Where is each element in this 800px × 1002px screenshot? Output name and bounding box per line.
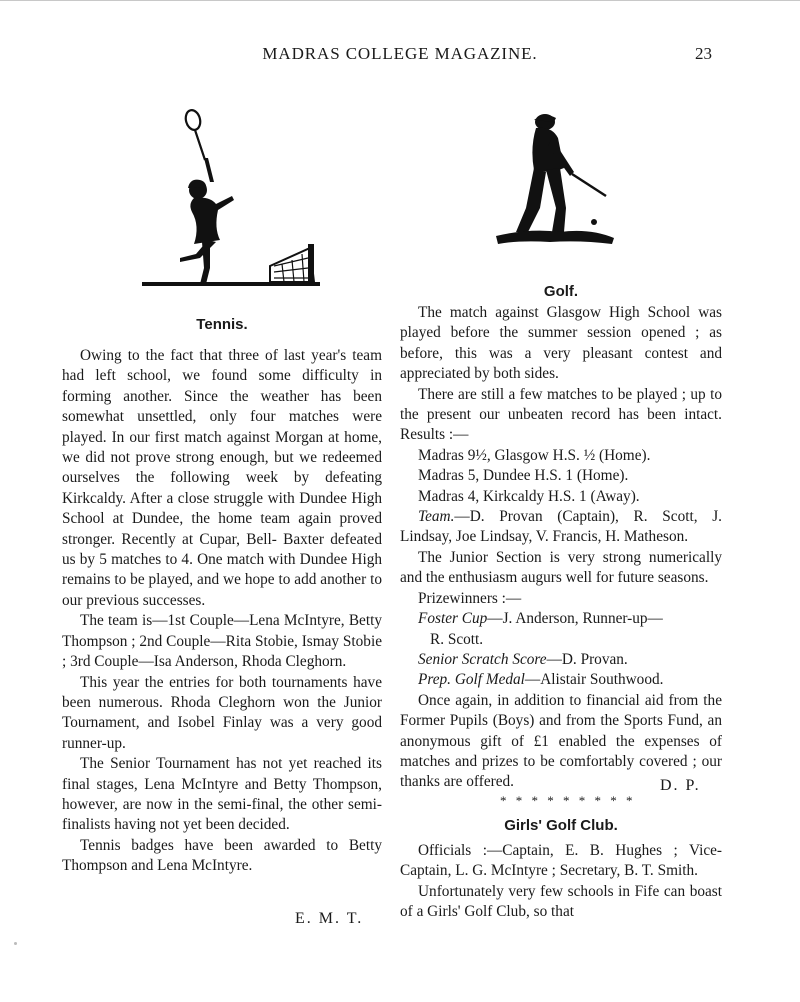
team-members: —D. Provan (Captain), R. Scott, J. Lindsay, Joe Lindsay, V. Francis, H. Matheson.	[400, 508, 722, 546]
tennis-article	[62, 346, 382, 877]
result-line: Madras 9½, Glasgow H.S. ½ (Home).	[418, 446, 651, 464]
running-title: MADRAS COLLEGE MAGAZINE.	[262, 44, 538, 63]
prize-line	[400, 650, 722, 670]
top-edge-rule	[0, 0, 800, 1]
prize-name: Prep. Golf Medal	[418, 671, 525, 689]
girls-golf-article	[400, 841, 722, 923]
prizewinners-label: Prizewinners :—	[418, 589, 522, 607]
girls-golf-paragraph: Officials :—Captain, E. B. Hughes ; Vice-Captain, L. G. McIntyre ; Secretary, B. T. Smith.	[400, 842, 722, 880]
prize-winner: —J. Anderson, Runner-up—	[487, 610, 663, 628]
prize-line	[400, 609, 722, 629]
golf-article	[400, 303, 722, 793]
tennis-player-silhouette-icon	[142, 108, 322, 290]
tennis-paragraph: This year the entries for both tournaments have been numerous. Rhoda Cleghorn won the Junior Tournament, and Isobel Finlay was a very good runner-up.	[62, 673, 382, 752]
result-line: Madras 4, Kirkcaldy H.S. 1 (Away).	[418, 487, 640, 505]
prize-name: Senior Scratch Score	[418, 650, 547, 668]
golfer-silhouette-icon	[490, 112, 620, 252]
section-separator: * * * * * * * * *	[500, 793, 636, 808]
margin-speck	[14, 942, 17, 945]
prize-winner: —D. Provan.	[546, 650, 628, 668]
golf-paragraph: There are still a few matches to be played ; up to the present our unbeaten record has been intact. Results :—	[400, 385, 722, 444]
prize-winner: —Alistair Southwood.	[524, 671, 664, 689]
golf-paragraph: The Junior Section is very strong numerically and the enthusiasm augurs well for future seasons.	[400, 548, 722, 587]
prize-name: Foster Cup	[418, 610, 488, 628]
prize-line	[400, 670, 722, 690]
tennis-paragraph: The team is—1st Couple—Lena McIntyre, Betty Thompson ; 2nd Couple—Rita Stobie, Ismay Stobie ; 3rd Couple—Isa Anderson, Rhoda Cleghorn.	[62, 612, 382, 671]
golf-heading: Golf.	[543, 283, 579, 300]
page-number: 23	[695, 44, 712, 63]
team-line	[400, 507, 722, 548]
tennis-signature: E. M. T.	[295, 910, 364, 927]
page-header	[0, 44, 800, 70]
result-line: Madras 5, Dundee H.S. 1 (Home).	[418, 467, 629, 485]
team-label: Team.	[418, 508, 455, 526]
golf-paragraph: The match against Glasgow High School was played before the summer session opened ; as before, this was a very pleasant contest and appreciated by both sides.	[400, 304, 722, 383]
golf-signature: D. P.	[660, 777, 701, 794]
prize-line-continued: R. Scott.	[430, 630, 484, 648]
tennis-paragraph: Tennis badges have been awarded to Betty Thompson and Lena McIntyre.	[62, 836, 382, 875]
girls-golf-paragraph: Unfortunately very few schools in Fife can boast of a Girls' Golf Club, so that	[400, 882, 722, 921]
girls-golf-heading: Girls' Golf Club.	[504, 817, 618, 834]
tennis-paragraph: Owing to the fact that three of last year's team had left school, we found some difficulty in forming another. Since the weather has been somewhat unsettled, only four matches were played. In our first match against Morgan at home, we did not prove strong enough, but we redeemed ourselves the following week by defeating Kirkcaldy. After a close struggle with Dundee High School at Dundee, the home team again proved stronger. Recently at Cupar, Bell- Baxter defeated us by 5 matches to 4. One match with Dundee High remains to be played, and we hope to add another to our previous successes.	[62, 347, 382, 609]
tennis-paragraph: The Senior Tournament has not yet reached its final stages, Lena McIntyre and Betty Thompson, however, are now in the semi-final, the other semi-finalists having not yet been decided.	[62, 755, 382, 834]
golf-paragraph: Once again, in addition to financial aid from the Former Pupils (Boys) and from the Sports Fund, an anonymous gift of £1 enabled the expenses of matches and prizes to be comfortably covered ; our thanks are offered.	[400, 691, 722, 791]
tennis-heading: Tennis.	[196, 316, 248, 333]
